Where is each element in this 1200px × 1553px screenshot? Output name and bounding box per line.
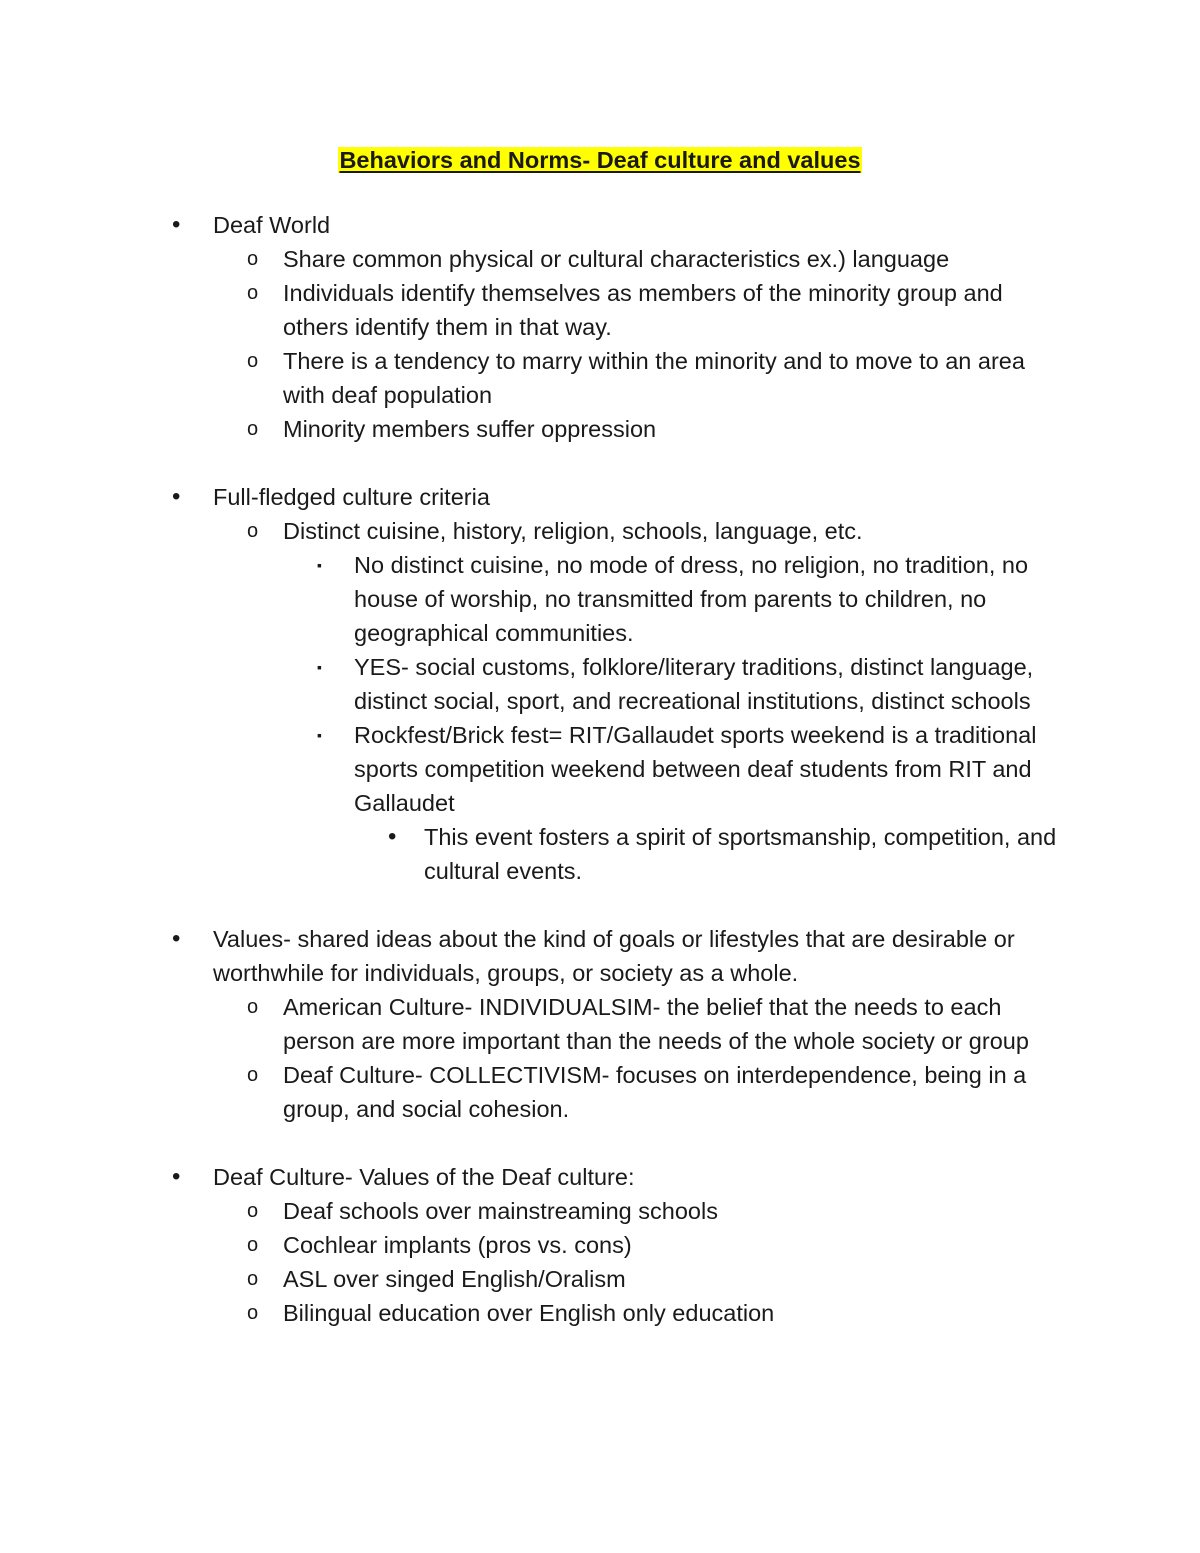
- hollow-circle-bullet-icon: o: [247, 282, 259, 304]
- list-item-text: YES- social customs, folklore/literary traditions, distinct language, distinct social, sport, and recreational institutions, distinct schools: [354, 654, 1034, 714]
- list-item: [0, 242, 1063, 276]
- section-spacer: [0, 1126, 1200, 1160]
- list-item-text: Rockfest/Brick fest= RIT/Gallaudet sports weekend is a traditional sports competition weekend between deaf students from RIT and Gallaudet: [354, 722, 1037, 816]
- document-title-text: Behaviors and Norms- Deaf culture and values: [339, 147, 861, 173]
- square-bullet-icon: ▪: [317, 727, 322, 743]
- list-item: [0, 1228, 1063, 1262]
- list-item-text: Bilingual education over English only education: [283, 1300, 775, 1326]
- list-item-text: American Culture- INDIVIDUALSIM- the belief that the needs to each person are more important than the needs of the whole society or group: [283, 994, 1029, 1054]
- bullet-icon: •: [388, 823, 397, 850]
- list-item: [0, 1058, 1063, 1126]
- list-item: [0, 1262, 1063, 1296]
- hollow-circle-bullet-icon: o: [247, 248, 259, 270]
- list-item: [0, 650, 1064, 718]
- section-deaf-culture-values: [0, 1160, 1053, 1194]
- list-item-text: Cochlear implants (pros vs. cons): [283, 1232, 632, 1258]
- list-item-text: No distinct cuisine, no mode of dress, no religion, no tradition, no house of worship, no transmitted from parents to children, no geographical communities.: [354, 552, 1029, 646]
- section-heading: Values- shared ideas about the kind of goals or lifestyles that are desirable or worthwhile for individuals, groups, or society as a whole.: [213, 926, 1015, 986]
- hollow-circle-bullet-icon: o: [247, 1268, 259, 1290]
- bullet-icon: •: [172, 211, 181, 238]
- list-item: [0, 344, 1063, 412]
- list-item-text: Deaf Culture- COLLECTIVISM- focuses on interdependence, being in a group, and social cohesion.: [283, 1062, 1027, 1122]
- list-item: [0, 718, 1064, 820]
- list-item-text: This event fosters a spirit of sportsmanship, competition, and cultural events.: [424, 824, 1057, 884]
- document-body: [0, 208, 1200, 1330]
- hollow-circle-bullet-icon: o: [247, 1302, 259, 1324]
- hollow-circle-bullet-icon: o: [247, 1064, 259, 1086]
- list-item-text: There is a tendency to marry within the minority and to move to an area with deaf population: [283, 348, 1025, 408]
- hollow-circle-bullet-icon: o: [247, 418, 259, 440]
- list-item: [0, 412, 1063, 446]
- bullet-icon: •: [172, 925, 181, 952]
- hollow-circle-bullet-icon: o: [247, 996, 259, 1018]
- section-values: [0, 922, 1053, 990]
- hollow-circle-bullet-icon: o: [247, 520, 259, 542]
- hollow-circle-bullet-icon: o: [247, 1234, 259, 1256]
- list-item: [0, 1194, 1063, 1228]
- bullet-icon: •: [172, 1163, 181, 1190]
- section-heading: Deaf World: [213, 212, 331, 238]
- list-item: [0, 514, 1063, 548]
- list-item-text: Individuals identify themselves as members of the minority group and others identify them in that way.: [283, 280, 1003, 340]
- section-heading: Full-fledged culture criteria: [213, 484, 490, 510]
- section-heading: Deaf Culture- Values of the Deaf culture:: [213, 1164, 635, 1190]
- document-title: [0, 144, 1200, 176]
- list-item-text: ASL over singed English/Oralism: [283, 1266, 626, 1292]
- list-item-text: Distinct cuisine, history, religion, schools, language, etc.: [283, 518, 863, 544]
- hollow-circle-bullet-icon: o: [247, 1200, 259, 1222]
- section-spacer: [0, 888, 1200, 922]
- list-item-text: Minority members suffer oppression: [283, 416, 657, 442]
- section-spacer: [0, 446, 1200, 480]
- square-bullet-icon: ▪: [317, 659, 322, 675]
- list-item: [0, 1296, 1063, 1330]
- list-item: [0, 990, 1063, 1058]
- bullet-icon: •: [172, 483, 181, 510]
- section-deaf-world: [0, 208, 1053, 242]
- list-item: [0, 276, 1063, 344]
- list-item-text: Share common physical or cultural characteristics ex.) language: [283, 246, 950, 272]
- list-item: [0, 548, 1064, 650]
- list-item: [0, 820, 1064, 888]
- list-item-text: Deaf schools over mainstreaming schools: [283, 1198, 718, 1224]
- hollow-circle-bullet-icon: o: [247, 350, 259, 372]
- square-bullet-icon: ▪: [317, 557, 322, 573]
- section-culture-criteria: [0, 480, 1053, 514]
